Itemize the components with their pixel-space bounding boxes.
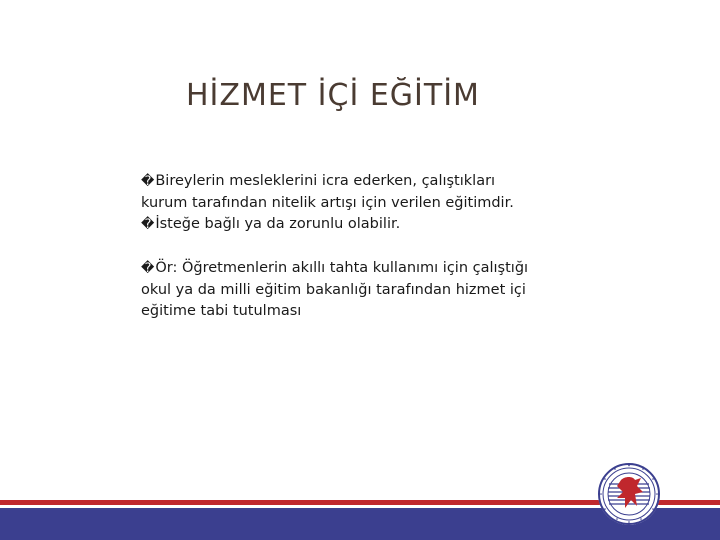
paragraph-example [141,258,561,323]
paragraph-line: kurum tarafından nitelik artışı için verilen eğitimdir. [141,194,514,211]
paragraph-line [141,171,561,193]
bullet-glyph-icon: � [141,174,155,189]
paragraph-line [141,214,561,236]
slide-title: HİZMET İÇİ EĞİTİM [186,78,480,113]
paragraph-definition [141,171,561,236]
line-text: Bireylerin mesleklerini icra ederken, çalıştıkları [155,173,496,189]
line-text: İsteğe bağlı ya da zorunlu olabilir. [155,216,401,232]
university-seal-icon [597,462,661,526]
paragraph-line: eğitime tabi tutulması [141,303,302,319]
line-text: Ör: Öğretmenlerin akıllı tahta kullanımı için çalıştığı [155,260,529,276]
paragraph-line: okul ya da milli eğitim bakanlığı tarafından hizmet içi [141,281,526,298]
bullet-glyph-icon: � [141,261,155,276]
bullet-glyph-icon: � [141,217,155,232]
paragraph-line [141,258,561,280]
